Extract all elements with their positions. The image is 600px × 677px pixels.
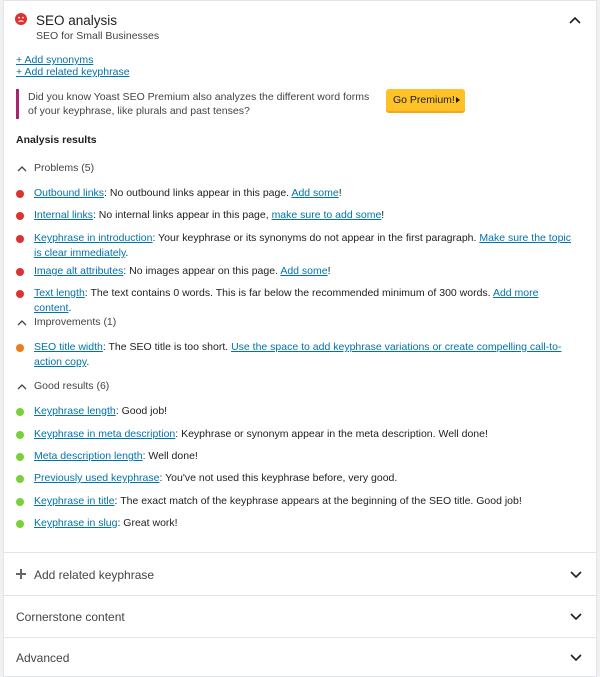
chevron-down-icon (570, 571, 582, 579)
chevron-up-icon (17, 165, 27, 172)
chevron-up-icon (17, 319, 27, 326)
add-synonyms-link[interactable]: + Add synonyms (16, 54, 94, 66)
plus-icon (16, 569, 26, 579)
problem-bullet-icon (16, 268, 24, 276)
result-link[interactable]: Text length (34, 287, 85, 299)
problems-group-label: Problems (5) (34, 162, 95, 174)
problem-bullet-icon (16, 235, 24, 243)
problem-bullet-icon (16, 290, 24, 298)
good-bullet-icon (16, 453, 24, 461)
add-related-keyphrase-section[interactable] (4, 552, 596, 595)
advanced-label: Advanced (16, 651, 70, 665)
problem-bullet-icon (16, 212, 24, 220)
premium-upsell (16, 89, 576, 119)
result-link[interactable]: Keyphrase in title (34, 495, 115, 507)
focus-keyphrase-subtitle: SEO for Small Businesses (36, 30, 160, 42)
problem-bullet-icon (16, 190, 24, 198)
keyphrase-links (16, 54, 130, 78)
good-bullet-icon (16, 475, 24, 483)
upsell-text: Did you know Yoast SEO Premium also analyzes the different word forms of your keyphrase, like plurals and past tenses? (28, 91, 370, 117)
good-results-group-label: Good results (6) (34, 380, 110, 392)
improvement-bullet-icon (16, 344, 24, 352)
chevron-up-icon[interactable] (568, 15, 582, 25)
add-related-keyphrase-link[interactable]: + Add related keyphrase (16, 66, 130, 78)
result-link[interactable]: Keyphrase in meta description (34, 428, 176, 440)
result-action-link[interactable]: Add more content (34, 287, 539, 314)
advanced-section[interactable] (4, 637, 596, 676)
result-link[interactable]: Meta description length (34, 450, 143, 462)
result-link[interactable]: Keyphrase in introduction (34, 232, 153, 244)
sad-face-icon (15, 13, 27, 25)
seo-analysis-header[interactable] (4, 1, 596, 49)
add-related-keyphrase-label: Add related keyphrase (34, 568, 155, 582)
result-action-link[interactable]: Make sure the topic is clear immediately (34, 232, 571, 259)
result-link[interactable]: Internal links (34, 209, 93, 221)
good-bullet-icon (16, 520, 24, 528)
chevron-up-icon (17, 383, 27, 390)
seo-analysis-title: SEO analysis (36, 13, 118, 28)
result-link[interactable]: Keyphrase in slug (34, 517, 118, 529)
result-action-link[interactable]: Add some (280, 265, 328, 277)
chevron-down-icon (570, 613, 582, 621)
good-bullet-icon (16, 431, 24, 439)
good-bullet-icon (16, 498, 24, 506)
chevron-down-icon (570, 654, 582, 662)
result-action-link[interactable]: Add some (291, 187, 339, 199)
result-link[interactable]: Previously used keyphrase (34, 472, 160, 484)
result-link[interactable]: Image alt attributes (34, 265, 124, 277)
result-action-link[interactable]: make sure to add some (271, 209, 382, 221)
seo-metabox: SEO analysis SEO for Small Businesses + Add synonyms + Add related keyphrase Did you know Yoast SEO Premium also analyzes the different word forms of your keyphrase, like plurals and past tenses? Go Premium! Analysis results Problems (5) Outbound links: No outbound links appear in this page. Add some! Internal links: No internal links appear in this page, make sure to add some! Keyphrase in introduction: Your keyphrase or its synonyms do not appear in the first paragraph. Make sure the topic is clear immediately. Image alt attributes: No images appear on this page. Add some! Text length: The text contains 0 words. This is far below the recommended minimum of 300 words. Add more content. Improvements (1) SEO title width: The SEO title is too short. Use the space to add keyphrase variations or create compelling call-to-action copy. Good results (6) Keyphrase length: Good job! Keyphrase in meta description: Keyphrase or synonym appear in the meta description. Well done! Meta description length: Well done! Previously used keyphrase: You've not used this keyphrase before, very good. Keyphrase in title: The exact match of the keyphrase appears at the beginning of the SEO title. Good job! Keyphrase in slug: Great work! Add related keyphrase Cornerstone content Advanced (3, 0, 597, 677)
result-link[interactable]: Outbound links (34, 187, 105, 199)
go-premium-button[interactable] (386, 89, 465, 111)
caret-right-icon (456, 97, 460, 103)
result-link[interactable]: SEO title width (34, 341, 103, 353)
result-link[interactable]: Keyphrase length (34, 405, 116, 417)
analysis-results-heading: Analysis results (16, 134, 97, 146)
cornerstone-content-section[interactable] (4, 595, 596, 637)
improvements-group-label: Improvements (1) (34, 316, 117, 328)
result-action-link[interactable]: Use the space to add keyphrase variations or create compelling call-to-action copy (34, 341, 562, 368)
go-premium-label: Go Premium! (393, 94, 455, 106)
cornerstone-content-label: Cornerstone content (16, 610, 125, 624)
good-bullet-icon (16, 408, 24, 416)
